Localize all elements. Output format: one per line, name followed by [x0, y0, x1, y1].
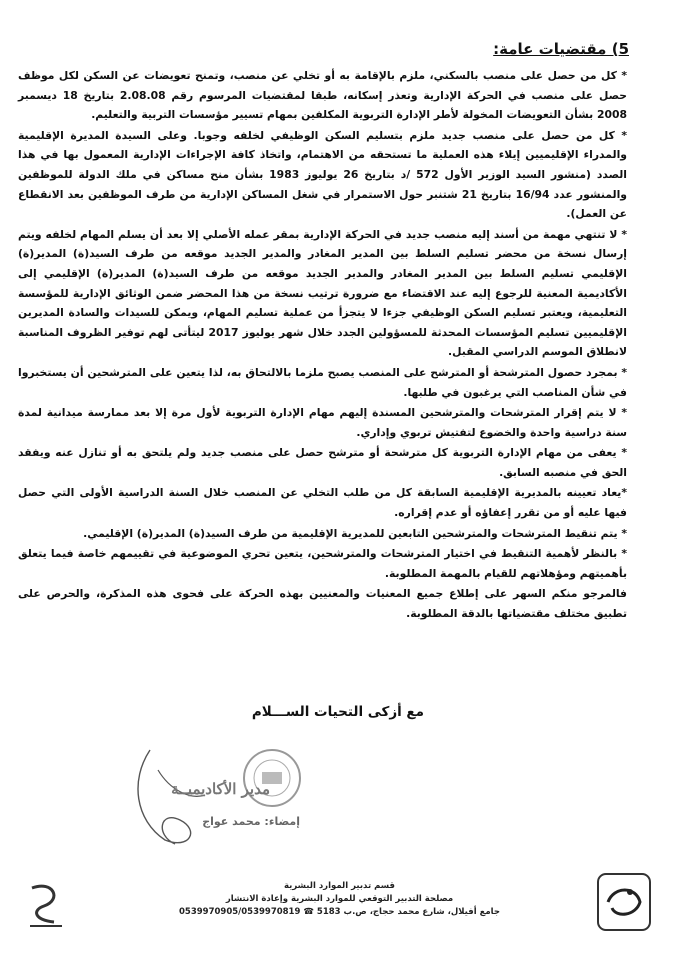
paragraph: فالمرجو منكم السهر على إطلاع جميع المعنيات والمعنيين بهذه الحركة على فحوى هذه المذكرة، والحرص على تطبيق مختلف مقتضياتها بالدقة المطلوبة. [18, 587, 627, 621]
footer-department: قسم تدبير الموارد البشرية [284, 881, 395, 891]
paragraph: * كل من حصل على منصب جديد ملزم بتسليم السكن الوظيفي لخلفه وجوبا. وعلى السيدة المديرة الإقليمية والمدراء الإقليميين إيلاء هذه العملية ما تستحقه من الاهتمام، واتخاذ كافة الإجراءات الإدارية المعمول بها في هذا الصدد (منشور السيد الوزير الأول 572 /د بتاريخ 26 يوليوز 1983 بشأن منح مساكن في ملك الدولة للموظفين والمنشور عدد 16/94 بتاريخ 21 شتنبر حول الاستمرار في شغل المساكن الإدارية من طرف الموظفين بعد الانقطاع عن العمل). [18, 128, 628, 221]
paragraph: * يعفى من مهام الإدارة التربوية كل مترشحة أو مترشح حصل على منصب جديد ولم يلتحق به أو تنازل عنه ويفقد الحق في منصبه السابق. [18, 446, 627, 479]
paragraph: * يتم تنقيط المترشحات والمترشحين التابعين للمديرية الإقليمية من طرف السيد(ة) المدير(ة) الإقليمي. [83, 526, 627, 540]
paragraph: * كل من حصل على منصب بالسكني، ملزم بالإقامة به أو تخلي عن منصب، وتمنح تعويضات عن السكن لكل موظف حصل على منصب في الحركة الإدارية وتعذر إسكانه، طبقا لمقتضيات المرسوم رقم 2.08.08 بتاريخ 18 ديسمبر 2008 بشأن التعويضات المخولة لأطر الإدارة التربوية المكلفين بمهام تسيير مؤسسات التربية والتعليم. [18, 69, 628, 122]
paragraph: * لا يتم إقرار المترشحات والمترشحين المسندة إليهم مهام الإدارة التربوية لأول مرة إلا بعد ممارسة ميدانية لمدة سنة دراسية واحدة والخضوع لتفتيش تربوي وإداري. [18, 406, 627, 439]
footer-service: مصلحة التدبير التوقعي للموارد البشرية وإعادة الانتشار [225, 894, 454, 904]
section-heading: 5) مقتضيات عامة: [493, 40, 629, 58]
document-body [18, 66, 627, 625]
footer-address: جامع أفيلال، شارع محمد حجاج، ص.ب 5183 ☎ 0539970905/0539970819 [179, 907, 500, 917]
paragraph: *يعاد تعيينه بالمديرية الإقليمية السابقة كل من طلب التخلي عن المنصب خلال السنة الدراسية الأولى التي حصل فيها عليه أو من تقرر إعفاؤه أو عدم إقراره. [18, 486, 627, 520]
footer [90, 880, 589, 919]
paragraph: * بالنظر لأهمية التنقيط في اختيار المترشحات والمترشحين، يتعين تحري الموضوعية في تقييمهم خاصة فيما يتعلق بأهميتهم ومؤهلاتهم للقيام بالمهمة المطلوبة. [18, 547, 627, 580]
signatory-name: إمضاء: محمد عواج [202, 815, 300, 828]
ministry-logo-icon [24, 880, 68, 930]
closing-greeting: مع أزكى التحيات الســـلام [251, 704, 424, 720]
signatory-title: مدير الأكاديميــة [171, 780, 270, 798]
official-stamp [240, 746, 304, 810]
academy-logo-icon [596, 872, 652, 932]
paragraph: * بمجرد حصول المترشحة أو المترشح على المنصب يصبح ملزما بالالتحاق به، لذا يتعين على المترشحين أن يستخبروا في شأن المناصب التي يرغبون في طلبها. [18, 365, 627, 399]
paragraph: * لا تنتهي مهمة من أسند إليه منصب جديد في الحركة الإدارية بمقر عمله الأصلي إلا بعد أن يسلم المهام لخلفه ويتم إرسال نسخة من محضر تسليم السلط بين المدير المغادر والمدير الجديد موقعه من طرف السيد(ة) المدير(ة) الإقليمي تسليم السلط بين المدير المغادر والمدير الجديد موقعه من طرف السيد(ة) المدير(ة) الإقليمي إلى الأكاديمية المعنية للرجوع إليه عند الاقتضاء مع ضرورة ترتيب نسخة من هذا المحضر ضمن الوثائق الإدارية للمؤسسة التعليمية، ويعتبر تسليم السكن الوظيفي جزءا لا يتجزأ من عملية تسليم المهام، ويمكن للسيدات والسادة المديرين الإقليميين تسليم المؤسسات المحدثة للمسؤولين الجدد خلال شهر يوليوز 2017 ليتأتى لهم توفير الظروف المناسبة لانطلاق الموسم الدراسي المقبل. [18, 227, 627, 359]
signature-block [80, 740, 400, 860]
